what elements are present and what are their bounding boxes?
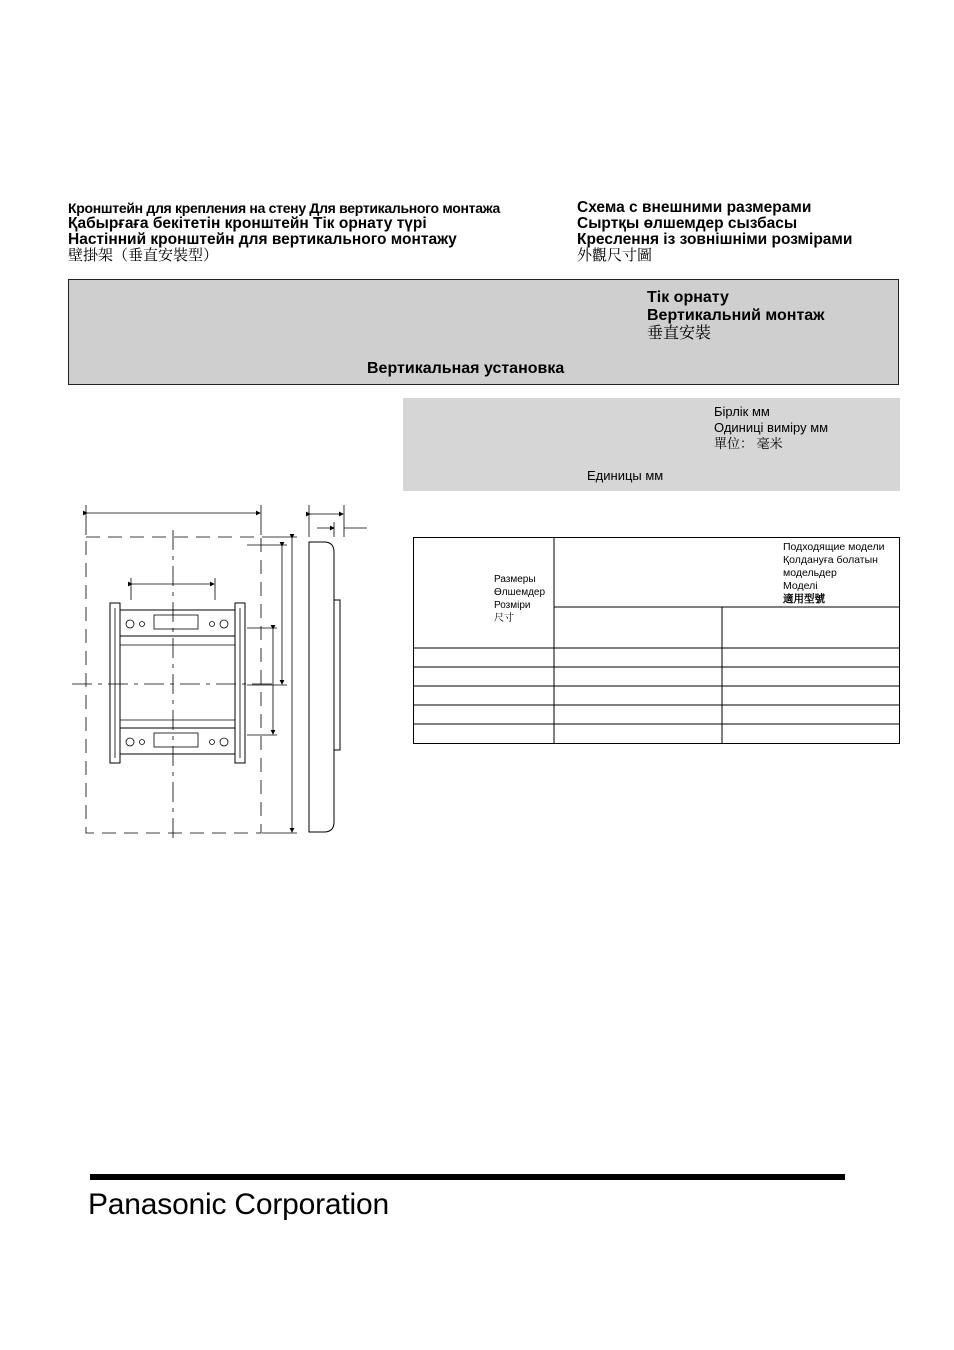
banner-uk: Вертикальний монтаж [647,307,825,324]
models-table [413,537,900,744]
banner-zh: 垂直安裝 [647,325,712,342]
units-kk: Бірлік мм [714,404,770,419]
bracket-drawing-svg [72,500,372,845]
models-header-kk-1: Қолдануға болатын [783,554,878,566]
size-header-zh: 尺寸 [494,613,514,624]
bracket-drawing [72,500,372,845]
installation-banner [68,279,899,385]
size-header [494,573,545,625]
title-zh: 壁掛架（垂直安裝型） [68,247,219,264]
banner-ru: Вертикальная установка [367,360,565,377]
models-header-zh: 適用型號 [783,593,825,605]
title-kk: Қабырғаға бекітетін кронштейн Тік орнату түрі [68,215,427,232]
subtitle-uk: Креслення із зовнішніми розмірами [577,231,853,248]
units-box [403,398,900,491]
footer-rule [90,1174,845,1180]
units-zh: 單位： 毫米 [714,436,783,451]
subtitle-kk: Сыртқы өлшемдер сызбасы [577,215,798,232]
banner-kk: Тік орнату [647,289,729,306]
units-ru: Единицы мм [587,468,664,483]
title-ru: Кронштейн для крепления на стену Для вертикального монтажа [68,200,500,216]
models-header-uk: Моделі [783,580,818,592]
banner-translations [647,289,825,343]
size-header-uk: Розміри [494,600,531,611]
size-header-ru: Размеры [494,574,536,585]
company-name: Panasonic Corporation [88,1188,389,1221]
models-header [783,541,885,606]
size-header-kk: Өлшемдер [494,587,546,598]
units-translations [714,404,828,452]
subtitle-ru: Схема с внешними размерами [577,199,812,216]
units-uk: Одиниці виміру мм [714,420,829,435]
title-uk: Настінний кронштейн для вертикального монтажу [68,231,457,248]
models-header-ru: Подходящие модели [783,541,885,553]
subtitle-zh: 外觀尺寸圖 [577,247,653,264]
models-header-kk-2: модельдер [783,567,837,579]
